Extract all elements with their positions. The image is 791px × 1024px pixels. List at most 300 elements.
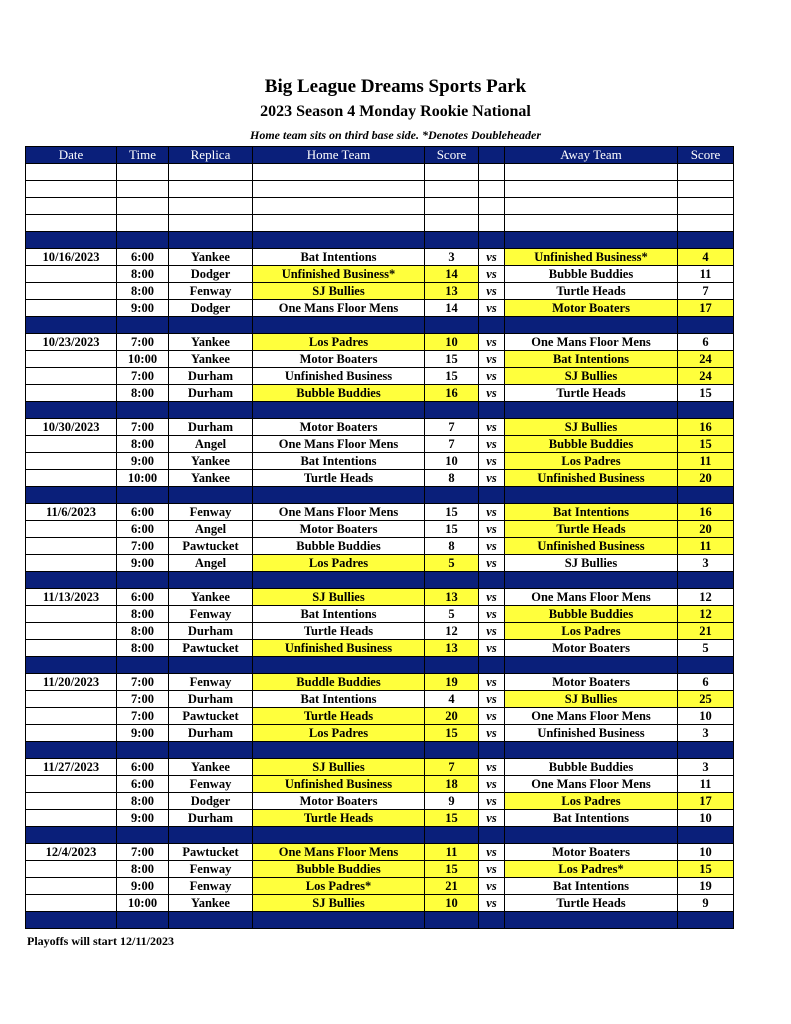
blank-cell [169,164,253,181]
home-team: Unfinished Business [253,776,425,793]
separator-cell [678,232,734,249]
home-score: 4 [425,691,479,708]
away-score: 11 [678,453,734,470]
blank-cell [505,181,678,198]
separator-cell [26,572,117,589]
vs-label: vs [479,300,505,317]
away-team: Bubble Buddies [505,436,678,453]
away-team: Unfinished Business* [505,249,678,266]
home-team: Bat Intentions [253,249,425,266]
separator-cell [169,827,253,844]
blank-cell [425,164,479,181]
game-time: 9:00 [117,555,169,572]
playoffs-note: Playoffs will start 12/11/2023 [27,934,174,948]
game-date [26,776,117,793]
away-team: Unfinished Business [505,725,678,742]
game-replica: Yankee [169,351,253,368]
game-replica: Angel [169,436,253,453]
home-team: Buddle Buddies [253,674,425,691]
game-row [26,606,734,623]
home-team: Bubble Buddies [253,538,425,555]
separator-cell [253,232,425,249]
separator-cell [678,657,734,674]
separator-cell [505,232,678,249]
separator-cell [678,742,734,759]
away-team: Los Padres [505,453,678,470]
game-date [26,810,117,827]
game-row [26,708,734,725]
vs-label: vs [479,385,505,402]
home-team: Bubble Buddies [253,385,425,402]
away-team: Bubble Buddies [505,606,678,623]
away-team: Turtle Heads [505,895,678,912]
separator-cell [253,402,425,419]
game-time: 7:00 [117,674,169,691]
schedule-table [25,146,734,929]
game-date [26,368,117,385]
home-score: 8 [425,470,479,487]
game-date [26,861,117,878]
blank-cell [425,215,479,232]
blank-cell [169,215,253,232]
separator-cell [169,572,253,589]
game-date: 10/16/2023 [26,249,117,266]
game-row [26,844,734,861]
home-score: 20 [425,708,479,725]
game-time: 10:00 [117,895,169,912]
blank-cell [425,181,479,198]
separator-cell [26,487,117,504]
away-team: SJ Bullies [505,368,678,385]
season-subtitle: 2023 Season 4 Monday Rookie National [260,103,531,120]
home-score: 19 [425,674,479,691]
blank-cell [678,181,734,198]
separator-cell [505,402,678,419]
home-score: 5 [425,555,479,572]
game-row [26,793,734,810]
home-team: Bubble Buddies [253,861,425,878]
separator-cell [479,742,505,759]
game-row [26,759,734,776]
away-team: One Mans Floor Mens [505,708,678,725]
away-score: 11 [678,776,734,793]
separator-cell [505,742,678,759]
away-score: 17 [678,300,734,317]
home-score: 12 [425,623,479,640]
home-team: SJ Bullies [253,283,425,300]
away-team: Turtle Heads [505,283,678,300]
blank-cell [479,198,505,215]
game-row [26,419,734,436]
blank-cell [26,181,117,198]
game-replica: Dodger [169,266,253,283]
home-team: Turtle Heads [253,810,425,827]
game-row [26,861,734,878]
home-team: SJ Bullies [253,759,425,776]
home-score: 15 [425,521,479,538]
home-score: 7 [425,419,479,436]
home-team: Turtle Heads [253,623,425,640]
separator-cell [26,827,117,844]
vs-label: vs [479,759,505,776]
away-score: 10 [678,844,734,861]
game-date [26,538,117,555]
vs-label: vs [479,810,505,827]
home-team: Motor Boaters [253,419,425,436]
game-replica: Angel [169,521,253,538]
separator-cell [26,232,117,249]
home-score: 10 [425,334,479,351]
home-team: Motor Boaters [253,351,425,368]
separator-cell [425,912,479,929]
blank-cell [505,164,678,181]
game-row [26,436,734,453]
blank-cell [26,215,117,232]
home-score: 13 [425,640,479,657]
blank-cell [479,181,505,198]
away-score: 24 [678,368,734,385]
separator-cell [117,657,169,674]
col-header-replica: Replica [169,147,253,164]
separator-cell [117,912,169,929]
vs-label: vs [479,640,505,657]
separator-cell [678,827,734,844]
vs-label: vs [479,470,505,487]
game-date [26,708,117,725]
game-date [26,453,117,470]
home-team: One Mans Floor Mens [253,504,425,521]
home-team: Unfinished Business* [253,266,425,283]
game-replica: Fenway [169,878,253,895]
home-score: 14 [425,300,479,317]
separator-cell [117,827,169,844]
game-replica: Yankee [169,470,253,487]
home-team: Los Padres [253,334,425,351]
game-row [26,725,734,742]
game-date: 10/23/2023 [26,334,117,351]
separator-cell [169,487,253,504]
header-row [26,147,734,164]
col-header-away-score: Score [678,147,734,164]
game-date [26,283,117,300]
separator-cell [117,742,169,759]
separator-cell [253,827,425,844]
away-team: One Mans Floor Mens [505,334,678,351]
home-score: 15 [425,861,479,878]
away-score: 9 [678,895,734,912]
game-replica: Yankee [169,453,253,470]
week-separator [26,572,734,589]
away-team: Los Padres [505,623,678,640]
vs-label: vs [479,725,505,742]
away-score: 15 [678,861,734,878]
game-date [26,878,117,895]
game-time: 7:00 [117,691,169,708]
game-replica: Durham [169,810,253,827]
vs-label: vs [479,453,505,470]
game-date [26,691,117,708]
away-score: 10 [678,810,734,827]
schedule-body [26,164,734,929]
away-score: 20 [678,521,734,538]
home-score: 10 [425,453,479,470]
game-time: 9:00 [117,810,169,827]
game-time: 8:00 [117,385,169,402]
game-time: 6:00 [117,521,169,538]
game-date [26,521,117,538]
game-time: 7:00 [117,538,169,555]
blank-cell [117,181,169,198]
game-time: 8:00 [117,623,169,640]
game-time: 7:00 [117,419,169,436]
separator-cell [253,657,425,674]
separator-cell [505,657,678,674]
game-date: 11/6/2023 [26,504,117,521]
separator-cell [425,402,479,419]
col-header-time: Time [117,147,169,164]
game-row [26,385,734,402]
away-team: One Mans Floor Mens [505,776,678,793]
separator-cell [117,232,169,249]
game-time: 9:00 [117,878,169,895]
home-score: 14 [425,266,479,283]
col-header-away-team: Away Team [505,147,678,164]
vs-label: vs [479,895,505,912]
home-team: One Mans Floor Mens [253,300,425,317]
away-team: Motor Boaters [505,674,678,691]
blank-row [26,181,734,198]
home-score: 13 [425,283,479,300]
game-date: 11/27/2023 [26,759,117,776]
game-row [26,283,734,300]
game-date [26,351,117,368]
away-team: Motor Boaters [505,640,678,657]
game-replica: Yankee [169,249,253,266]
game-date [26,725,117,742]
game-row [26,470,734,487]
game-date [26,436,117,453]
game-replica: Dodger [169,300,253,317]
home-score: 15 [425,351,479,368]
separator-cell [26,912,117,929]
game-date: 11/20/2023 [26,674,117,691]
game-row [26,249,734,266]
away-team: Turtle Heads [505,521,678,538]
separator-cell [505,912,678,929]
game-date [26,266,117,283]
game-replica: Angel [169,555,253,572]
home-team: Bat Intentions [253,453,425,470]
game-replica: Fenway [169,504,253,521]
game-time: 8:00 [117,436,169,453]
blank-cell [678,215,734,232]
game-time: 7:00 [117,368,169,385]
home-team: Los Padres* [253,878,425,895]
vs-label: vs [479,555,505,572]
away-score: 11 [678,266,734,283]
separator-cell [26,742,117,759]
game-time: 10:00 [117,470,169,487]
vs-label: vs [479,776,505,793]
separator-cell [678,317,734,334]
game-date [26,470,117,487]
game-date [26,640,117,657]
away-team: Unfinished Business [505,470,678,487]
separator-cell [479,827,505,844]
blank-cell [26,198,117,215]
away-score: 11 [678,538,734,555]
vs-label: vs [479,368,505,385]
separator-cell [169,317,253,334]
game-replica: Durham [169,419,253,436]
blank-cell [117,198,169,215]
separator-cell [117,317,169,334]
away-team: SJ Bullies [505,419,678,436]
home-team: Bat Intentions [253,606,425,623]
separator-cell [253,742,425,759]
blank-cell [169,181,253,198]
game-replica: Fenway [169,674,253,691]
away-team: SJ Bullies [505,691,678,708]
away-team: Bubble Buddies [505,759,678,776]
home-team: One Mans Floor Mens [253,844,425,861]
home-score: 8 [425,538,479,555]
separator-cell [169,232,253,249]
vs-label: vs [479,266,505,283]
home-team: Unfinished Business [253,368,425,385]
separator-cell [425,572,479,589]
separator-cell [479,487,505,504]
separator-cell [117,572,169,589]
away-score: 6 [678,674,734,691]
home-score: 15 [425,368,479,385]
game-date [26,623,117,640]
game-replica: Pawtucket [169,538,253,555]
week-separator [26,657,734,674]
game-replica: Yankee [169,334,253,351]
separator-cell [169,742,253,759]
blank-cell [505,198,678,215]
game-replica: Pawtucket [169,640,253,657]
col-header-home-team: Home Team [253,147,425,164]
week-separator [26,232,734,249]
separator-cell [26,317,117,334]
vs-label: vs [479,674,505,691]
away-score: 6 [678,334,734,351]
game-row [26,521,734,538]
separator-cell [678,487,734,504]
separator-cell [425,232,479,249]
game-time: 8:00 [117,606,169,623]
game-replica: Durham [169,385,253,402]
away-team: Unfinished Business [505,538,678,555]
game-replica: Dodger [169,793,253,810]
game-date [26,895,117,912]
vs-label: vs [479,283,505,300]
schedule-note: Home team sits on third base side. *Denotes Doubleheader [250,128,541,142]
game-replica: Fenway [169,861,253,878]
home-score: 16 [425,385,479,402]
game-row [26,504,734,521]
game-date: 12/4/2023 [26,844,117,861]
game-replica: Fenway [169,776,253,793]
game-time: 8:00 [117,283,169,300]
separator-cell [479,232,505,249]
game-row [26,266,734,283]
game-row [26,640,734,657]
blank-cell [479,215,505,232]
week-separator [26,402,734,419]
away-score: 19 [678,878,734,895]
away-score: 3 [678,759,734,776]
separator-cell [425,827,479,844]
away-score: 4 [678,249,734,266]
away-team: One Mans Floor Mens [505,589,678,606]
blank-row [26,198,734,215]
separator-cell [479,402,505,419]
game-replica: Fenway [169,606,253,623]
separator-cell [169,657,253,674]
vs-label: vs [479,793,505,810]
game-time: 9:00 [117,725,169,742]
vs-label: vs [479,691,505,708]
home-score: 3 [425,249,479,266]
game-date [26,793,117,810]
blank-cell [479,164,505,181]
separator-cell [26,402,117,419]
week-separator [26,487,734,504]
blank-cell [253,198,425,215]
away-score: 16 [678,419,734,436]
vs-label: vs [479,521,505,538]
separator-cell [505,487,678,504]
game-row [26,538,734,555]
separator-cell [479,912,505,929]
separator-cell [253,572,425,589]
home-team: SJ Bullies [253,589,425,606]
home-score: 7 [425,759,479,776]
vs-label: vs [479,419,505,436]
game-row [26,368,734,385]
separator-cell [253,487,425,504]
vs-label: vs [479,623,505,640]
away-score: 20 [678,470,734,487]
game-row [26,334,734,351]
week-separator [26,742,734,759]
home-score: 10 [425,895,479,912]
separator-cell [479,657,505,674]
separator-cell [253,317,425,334]
separator-cell [425,657,479,674]
vs-label: vs [479,504,505,521]
separator-cell [678,572,734,589]
vs-label: vs [479,351,505,368]
vs-label: vs [479,589,505,606]
blank-cell [169,198,253,215]
away-score: 3 [678,555,734,572]
game-time: 9:00 [117,300,169,317]
game-date [26,555,117,572]
home-team: Turtle Heads [253,470,425,487]
home-team: One Mans Floor Mens [253,436,425,453]
home-team: Los Padres [253,555,425,572]
game-row [26,895,734,912]
separator-cell [505,317,678,334]
game-date [26,606,117,623]
blank-row [26,164,734,181]
home-score: 15 [425,504,479,521]
blank-cell [26,164,117,181]
